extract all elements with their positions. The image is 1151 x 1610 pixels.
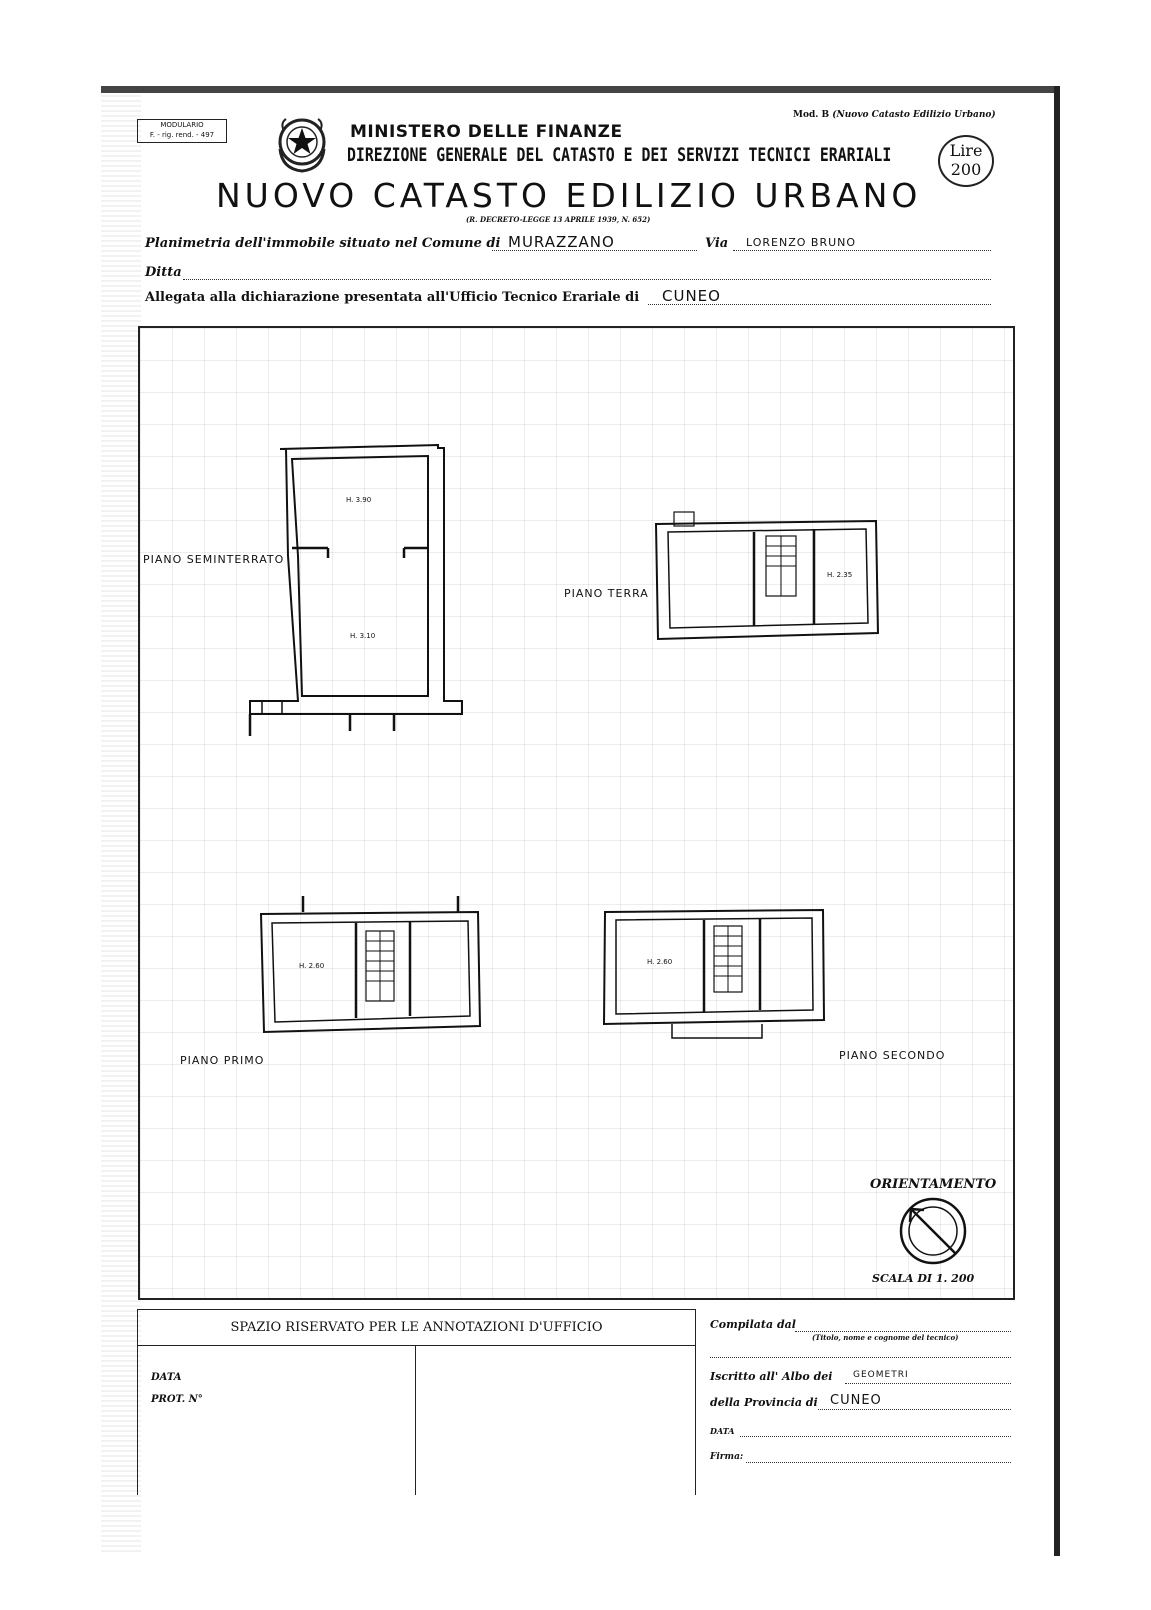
model-code: Mod. B — [793, 110, 830, 120]
ministry-name: MINISTERO DELLE FINANZE — [350, 122, 623, 142]
top-edge-bar — [101, 86, 1056, 93]
provincia-underline — [818, 1409, 1011, 1410]
planimetria-label: Planimetria dell'immobile situato nel Comune di — [145, 236, 501, 251]
height-terra: H. 2.35 — [827, 571, 853, 579]
label-piano-seminterrato: PIANO SEMINTERRATO — [143, 553, 285, 566]
office-box-divider — [415, 1345, 416, 1495]
plan-seminterrato — [250, 445, 462, 736]
via-label: Via — [705, 236, 729, 251]
comune-value: MURAZZANO — [508, 233, 615, 251]
scan-noise — [101, 92, 141, 1552]
compilata-underline — [795, 1331, 1011, 1332]
direction-name: DIREZIONE GENERALE DEL CATASTO E DEI SERVIZI TECNICI ERARIALI — [347, 144, 892, 166]
office-annotation-box — [137, 1309, 696, 1495]
decree-reference: (R. DECRETO-LEGGE 13 APRILE 1939, N. 652) — [466, 215, 651, 224]
allegata-label: Allegata alla dichiarazione presentata all'Ufficio Tecnico Erariale di — [145, 290, 640, 305]
plan-primo — [261, 896, 480, 1032]
albo-value: GEOMETRI — [853, 1370, 909, 1380]
via-underline — [733, 250, 991, 251]
fee-stamp-amount: 200 — [950, 160, 982, 179]
height-seminterrato-lower: H. 3.10 — [350, 632, 376, 640]
firma-label: Firma: — [710, 1452, 744, 1462]
plan-secondo — [604, 910, 824, 1038]
office-data-label: DATA — [151, 1372, 182, 1383]
model-label — [793, 110, 996, 120]
orientation-compass-icon — [901, 1199, 965, 1263]
height-secondo: H. 2.60 — [647, 958, 673, 966]
orientation-title: ORIENTAMENTO — [870, 1177, 997, 1192]
iscritto-label: Iscritto all' Albo dei — [710, 1370, 833, 1383]
compilata-label: Compilata dal — [710, 1318, 796, 1331]
firma-underline — [746, 1462, 1011, 1463]
modulario-line2: F. - rig. rend. - 497 — [149, 131, 215, 139]
model-note: (Nuovo Catasto Edilizio Urbano) — [832, 110, 996, 120]
fee-stamp — [938, 135, 994, 187]
height-seminterrato-upper: H. 3.90 — [346, 496, 372, 504]
ufficio-value: CUNEO — [662, 287, 721, 305]
republic-emblem-icon — [272, 113, 332, 175]
provincia-value: CUNEO — [830, 1393, 882, 1408]
compiler-data-label: DATA — [710, 1426, 735, 1436]
height-primo: H. 2.60 — [299, 962, 325, 970]
floor-plans-drawing — [138, 326, 1011, 1296]
compilata-underline-2 — [710, 1357, 1011, 1358]
compiler-data-underline — [740, 1436, 1011, 1437]
document-title: NUOVO CATASTO EDILIZIO URBANO — [216, 176, 922, 215]
office-box-title: SPAZIO RISERVATO PER LE ANNOTAZIONI D'UFFICIO — [138, 1310, 695, 1346]
ditta-underline — [183, 279, 991, 280]
ditta-label: Ditta — [145, 265, 182, 280]
label-piano-terra: PIANO TERRA — [564, 587, 649, 600]
provincia-label: della Provincia di — [710, 1396, 818, 1409]
fee-stamp-currency: Lire — [949, 141, 983, 160]
right-edge-bar — [1054, 86, 1060, 1556]
compilata-note: (Titolo, nome e cognome del tecnico) — [812, 1333, 959, 1342]
albo-underline — [845, 1383, 1011, 1384]
office-prot-label: PROT. N° — [151, 1394, 203, 1405]
modulario-line1: MODULARIO — [160, 121, 204, 129]
label-piano-primo: PIANO PRIMO — [180, 1054, 265, 1067]
scale-label: SCALA DI 1. 200 — [872, 1272, 975, 1285]
modulario-box — [137, 119, 227, 143]
label-piano-secondo: PIANO SECONDO — [839, 1049, 946, 1062]
via-value: LORENZO BRUNO — [746, 236, 857, 249]
